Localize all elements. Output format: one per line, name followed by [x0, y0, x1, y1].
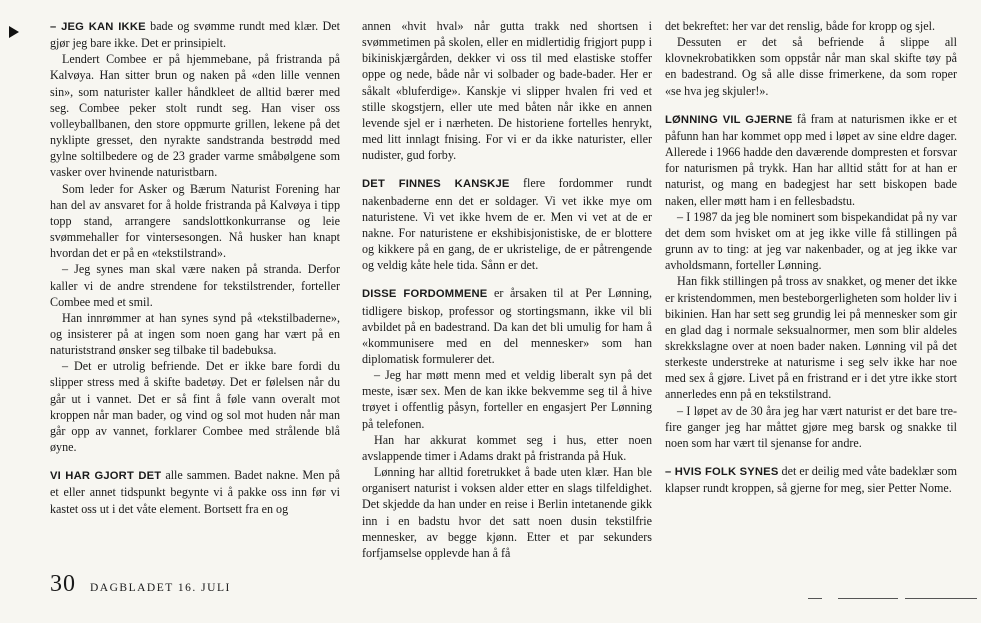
paragraph-lead: DISSE FORDOMMENE [362, 288, 488, 301]
paragraph: Han fikk stillingen på tross av snakket, og mener det ikke er kristendommen, men besteborgerligheten som holder liv i bikinien. Han har sett seg grundig lei på mennesker som gir en glad dag i normale seksualnormer, men som blir aldeles skrekkslagne over at noen bader naken. Lønning vil på det sterkeste understreke at naturisme i seg selv ikke har noe med sex å gjøre. Livet på en fristrand er i det ytre ikke stort annerledes enn på en tekstilstrand. [665, 274, 957, 402]
paragraph-text: det er deilig med våte badeklær som klapser rundt kroppen, så gjerne for meg, sier Petter Nome. [665, 464, 957, 496]
footer-rule [905, 598, 977, 599]
paragraph [362, 285, 652, 367]
paragraph-text: alle sammen. Badet nakne. Men på et eller annet tidspunkt begynte vi å pakke oss inn før vi kastet oss ut i det våte element. Bortsett fra en og [50, 468, 340, 516]
paragraph: Lønning har alltid foretrukket å bade uten klær. Han ble organisert naturist i voksen alder etter en slags tilfeldighet. Det skjedde da han under en reise i Berlin intetanende gikk inn i en badstu hvor det satt noen dusin tekstilfrie mennesker, av begge kjønn. Etter et par sekunders forfjamselse opplevde han å få [362, 465, 652, 560]
paragraph [362, 175, 652, 273]
paragraph: Han innrømmer at han synes synd på «tekstilbaderne», og insisterer på at ingen som noen gang har vært på en naturiststrand ønsker seg tilbake til badebuksa. [50, 310, 340, 358]
paragraph: – Jeg synes man skal være naken på stranda. Derfor kaller vi de andre strendene for tekstilstrender, forteller Combee med et smil. [50, 262, 340, 309]
paragraph: Dessuten er det så befriende å slippe all klovnekrobatikken som oppstår når man skal skifte tøy på en badestrand. Og så alle disse frimerkene, da som roper «se hva jeg skjuler!». [665, 35, 957, 98]
page-footer [50, 571, 231, 598]
paragraph: – I 1987 da jeg ble nominert som bispekandidat på ny var det dem som hvisket om at jeg ikke ville få stillingen på grunn av to ting: at jeg var nakenbader, og at jeg ikke var avholdsmann, forteller Lønning. [665, 209, 957, 273]
article-column-3 [665, 18, 957, 496]
paragraph-text: flere fordommer rundt nakenbaderne enn det er soldager. Vi vet ikke mye om naturistene. Vi vet ikke hvem de er. Men vi vet at de er nakne. For naturistene er ekshibisjonistiske, de er blottere og kikkere på en gang, de er ukristelige, de er påtrengende og veldig kåte hele tida. Sånn er det. [362, 176, 652, 273]
paragraph-text: få fram at naturismen ikke er et påfunn han har kommet opp med i løpet av sine eldre dager. Allerede i 1966 hadde den daværende dompresten et forsvar for naturismen på trykk. Han har alltid stått for at han er naturist, og mang en badegjest har sett biskopen bade naken, eller møtt ham i en fellesbadstu. [665, 111, 957, 208]
paragraph-lead: VI HAR GJORT DET [50, 470, 162, 483]
paragraph: Lendert Combee er på hjemmebane, på fristranda på Kalvøya. Han sitter brun og naken på «den lille vennen sin», som naturister kaller håndkleet de alltid bærer med seg. Combee peker stolt rundt seg. Han viser oss volleyballbanen, den store oppmurte grillen, lekene på det nyklipte gresset, den nyrakte sandstranda bestrødd med gylne soltilbedere og de 23 grader varme småbølgene som vasker over hvinende naturistbarn. [50, 52, 340, 180]
paragraph-text: er årsaken til at Per Lønning, tidligere biskop, professor og stortingsmann, ikke vil bli avbildet på en badestrand. Da kan det bli umulig for ham å «kommunisere med en del mennesker» som han diplomatisk formulerer det. [362, 286, 653, 366]
paragraph-lead: DET FINNES KANSKJE [362, 178, 510, 191]
paragraph: – I løpet av de 30 åra jeg har vært naturist er det bare tre-fire ganger jeg har måttet gjøre meg barsk og snakke til noen som har vært til sjenanse for andre. [665, 403, 957, 450]
paragraph [665, 463, 957, 496]
footer-rule [808, 598, 822, 599]
paragraph: Som leder for Asker og Bærum Naturist Forening har han del av ansvaret for å holde fristranda på Kalvøya i tipp topp stand, arrangere sandslottkonkurranse og leie svømmehaller for vintersesongen. Nå husker han knapt hvordan det er på en «tekstilstrand». [50, 181, 340, 261]
paragraph [50, 467, 340, 516]
paragraph-lead: LØNNING VIL GJERNE [665, 113, 793, 126]
paragraph-text: bade og svømme rundt med klær. Det gjør jeg bare ikke. Det er prinsipielt. [50, 19, 340, 51]
paragraph [665, 111, 957, 209]
paragraph: Han har akkurat kommet seg i hus, etter noen avslappende timer i Adams drakt på fristranda på Huk. [362, 432, 652, 463]
paragraph: annen «hvit hval» når gutta trakk ned shortsen i svømmetimen på skolen, eller en midlertidig frigjort pupp i bikiniskjærgården, dekker vi oss til med elastiske stoffer oppe og nede, både når vi solbader og bade-bader. Her er såkalt «bluferdige». Kanskje vi slipper hvalen fri ved et stille skogstjern, eller ute med båten når ikke en annen levende sjel er i nærheten. De historiene fortelles henrykt, med litt innlagt fnising. For vi er da ikke naturister, eller nudister, gud forby. [362, 19, 652, 163]
paragraph [50, 18, 340, 51]
paragraph-lead: – JEG KAN IKKE [50, 21, 146, 33]
article-column-1 [50, 18, 340, 517]
article-column-2 [362, 18, 652, 561]
paragraph-lead: – HVIS FOLK SYNES [665, 466, 779, 479]
page-number: 30 [50, 571, 76, 597]
paragraph: det bekreftet: her var det renslig, både for kropp og sjel. [665, 19, 935, 33]
footer-rule [838, 598, 898, 599]
paragraph: – Det er utrolig befriende. Det er ikke bare fordi du slipper stress med å skifte badetøy. Det er følelsen når du går ut i vannet. Det er så fint å føle vann overalt mot kroppen når man bader, og vind og sol mot huden når man går opp av vannet, forklarer Combee med strålende blå øyne. [50, 359, 340, 455]
paragraph: – Jeg har møtt menn med et veldig liberalt syn på det meste, især sex. Men de kan ikke bekvemme seg til å hive trøyet i offentlig påsyn, forteller en engasjert Per Lønning på telefonen. [362, 368, 652, 431]
section-arrow-icon [9, 26, 19, 38]
publication-date: DAGBLADET 16. JULI [90, 582, 231, 594]
